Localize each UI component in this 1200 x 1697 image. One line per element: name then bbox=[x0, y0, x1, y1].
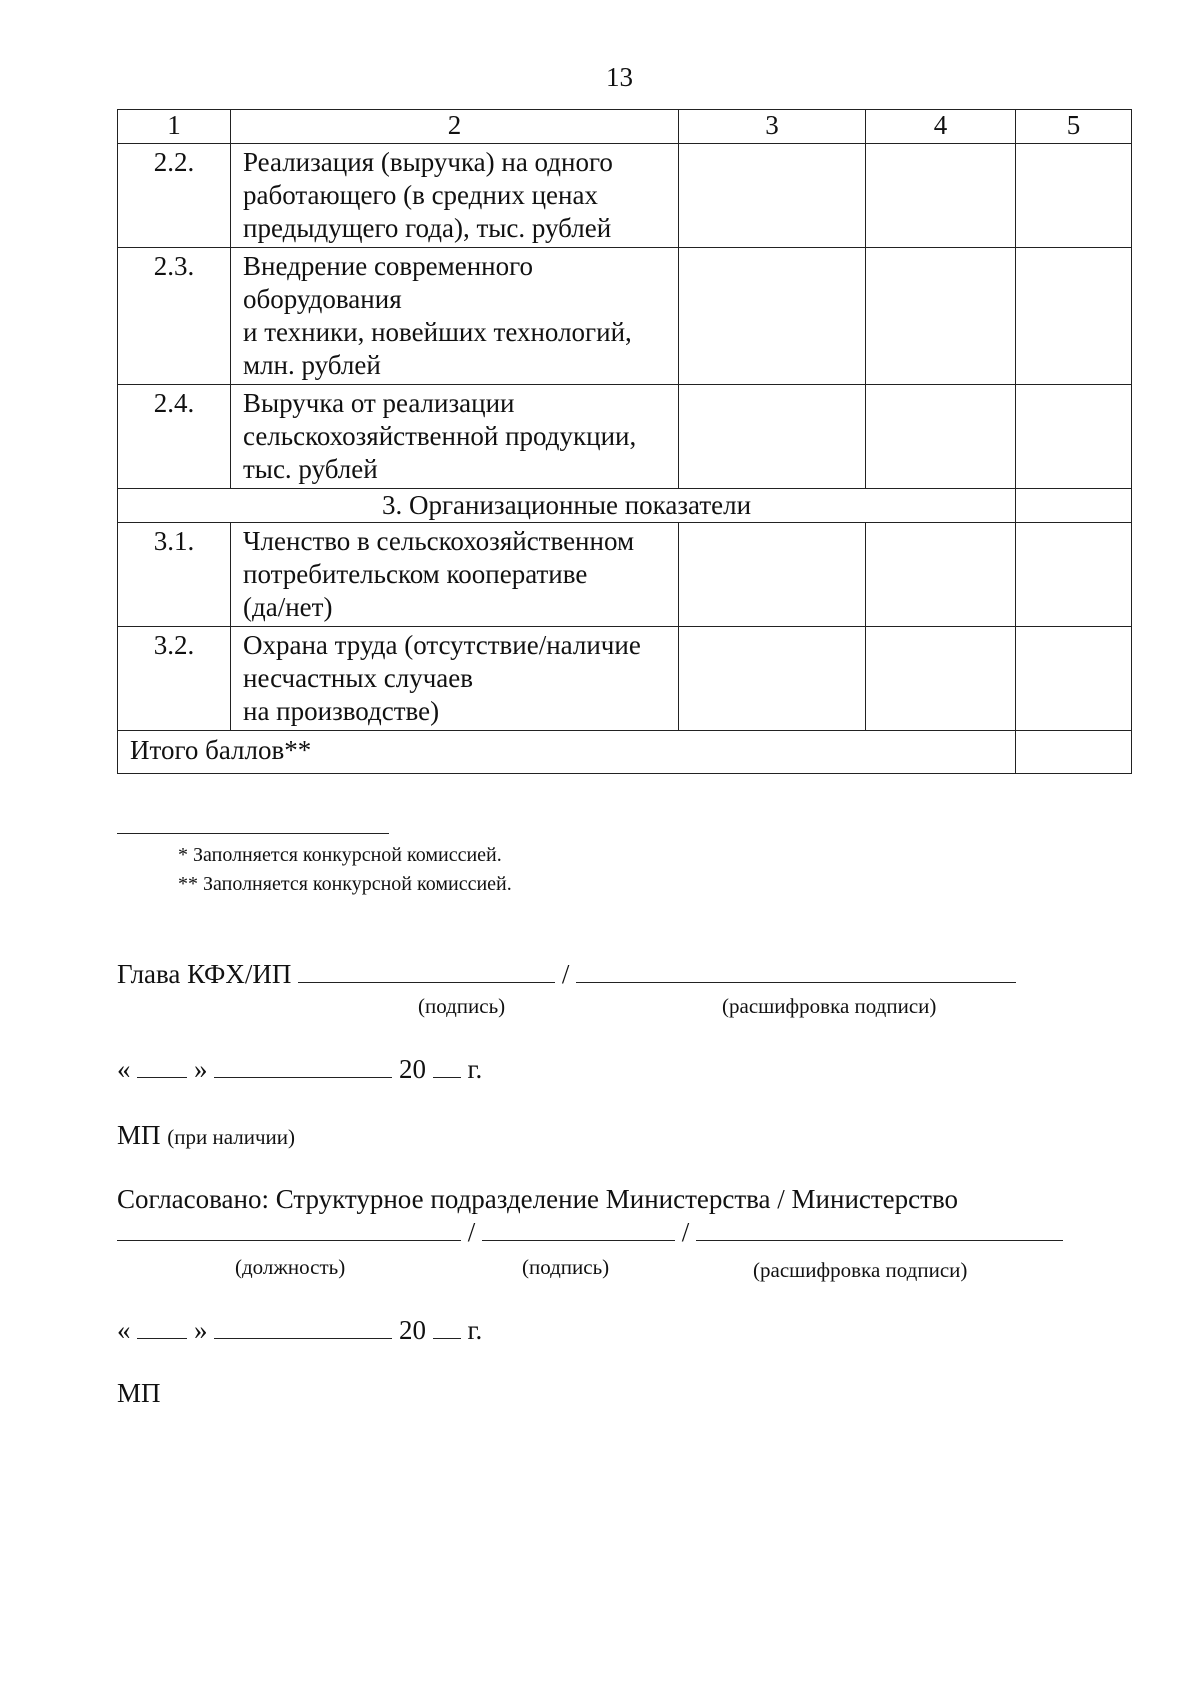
row-number: 2.3. bbox=[118, 248, 231, 385]
section-title: 3. Организационные показатели bbox=[118, 489, 1016, 523]
open-quote: « bbox=[117, 1054, 131, 1084]
decoding-caption: (расшифровка подписи) bbox=[753, 1258, 968, 1282]
signature-caption: (подпись) bbox=[522, 1255, 610, 1279]
signature-decoding-field[interactable] bbox=[696, 1216, 1063, 1241]
indicator-line: сельскохозяйственной продукции, bbox=[243, 421, 637, 451]
indicator-line: млн. рублей bbox=[243, 350, 381, 380]
year-field[interactable] bbox=[433, 1314, 461, 1339]
table-header-row bbox=[118, 110, 1132, 144]
value-cell[interactable] bbox=[679, 248, 866, 385]
footnote: ** Заполняется конкурсной комиссией. bbox=[178, 873, 512, 895]
column-header: 2 bbox=[231, 110, 679, 144]
signature-decoding-field[interactable] bbox=[576, 958, 1016, 983]
indicator-line: (да/нет) bbox=[243, 592, 333, 622]
year-prefix: 20 bbox=[399, 1054, 426, 1084]
value-cell[interactable] bbox=[866, 627, 1016, 731]
month-field[interactable] bbox=[214, 1314, 392, 1339]
indicator-name bbox=[231, 248, 679, 385]
value-cell[interactable] bbox=[866, 523, 1016, 627]
table-row bbox=[118, 627, 1132, 731]
close-quote: » bbox=[194, 1054, 208, 1084]
indicator-name bbox=[231, 144, 679, 248]
year-prefix: 20 bbox=[399, 1315, 426, 1345]
stamp-note: (при наличии) bbox=[167, 1125, 295, 1149]
position-caption: (должность) bbox=[235, 1255, 346, 1279]
indicator-line: Выручка от реализации bbox=[243, 388, 515, 418]
total-row bbox=[118, 731, 1132, 774]
table-row bbox=[118, 385, 1132, 489]
score-cell[interactable] bbox=[1016, 489, 1132, 523]
year-field[interactable] bbox=[433, 1053, 461, 1078]
total-label: Итого баллов** bbox=[118, 731, 1016, 774]
value-cell[interactable] bbox=[866, 144, 1016, 248]
column-header: 3 bbox=[679, 110, 866, 144]
score-cell[interactable] bbox=[1016, 523, 1132, 627]
indicator-name bbox=[231, 523, 679, 627]
stamp-label: МП bbox=[117, 1120, 161, 1150]
value-cell[interactable] bbox=[866, 385, 1016, 489]
row-number: 2.4. bbox=[118, 385, 231, 489]
position-field[interactable] bbox=[117, 1216, 461, 1241]
indicator-line: оборудования bbox=[243, 284, 402, 314]
separator: / bbox=[561, 959, 570, 989]
value-cell[interactable] bbox=[679, 523, 866, 627]
month-field[interactable] bbox=[214, 1053, 392, 1078]
row-number: 3.2. bbox=[118, 627, 231, 731]
column-header: 5 bbox=[1016, 110, 1132, 144]
value-cell[interactable] bbox=[679, 627, 866, 731]
table-row bbox=[118, 144, 1132, 248]
indicator-line: Членство в сельскохозяйственном bbox=[243, 526, 635, 556]
year-suffix: г. bbox=[467, 1054, 483, 1084]
column-header: 4 bbox=[866, 110, 1016, 144]
indicator-line: несчастных случаев bbox=[243, 663, 473, 693]
final-stamp-label: МП bbox=[117, 1378, 161, 1408]
indicator-line: работающего (в средних ценах bbox=[243, 180, 598, 210]
indicator-line: и техники, новейших технологий, bbox=[243, 317, 632, 347]
column-header: 1 bbox=[118, 110, 231, 144]
separator: / bbox=[681, 1217, 690, 1247]
close-quote: » bbox=[194, 1315, 208, 1345]
score-table bbox=[117, 109, 1132, 774]
section-row bbox=[118, 489, 1132, 523]
signature-field[interactable] bbox=[298, 958, 555, 983]
indicator-line: Охрана труда (отсутствие/наличие bbox=[243, 630, 641, 660]
open-quote: « bbox=[117, 1315, 131, 1345]
score-cell[interactable] bbox=[1016, 627, 1132, 731]
score-cell[interactable] bbox=[1016, 248, 1132, 385]
row-number: 2.2. bbox=[118, 144, 231, 248]
footnote: * Заполняется конкурсной комиссией. bbox=[178, 844, 502, 866]
date-line bbox=[117, 1314, 482, 1346]
indicator-name bbox=[231, 627, 679, 731]
value-cell[interactable] bbox=[866, 248, 1016, 385]
indicator-line: тыс. рублей bbox=[243, 454, 378, 484]
indicator-name bbox=[231, 385, 679, 489]
value-cell[interactable] bbox=[679, 144, 866, 248]
day-field[interactable] bbox=[137, 1053, 187, 1078]
value-cell[interactable] bbox=[679, 385, 866, 489]
indicator-line: потребительском кооперативе bbox=[243, 559, 588, 589]
score-cell[interactable] bbox=[1016, 144, 1132, 248]
stamp-line bbox=[117, 1120, 295, 1151]
head-label: Глава КФХ/ИП bbox=[117, 959, 292, 989]
indicator-line: Внедрение современного bbox=[243, 251, 534, 281]
page-number: 13 bbox=[606, 62, 633, 92]
indicator-line: Реализация (выручка) на одного bbox=[243, 147, 613, 177]
signature-field[interactable] bbox=[482, 1216, 675, 1241]
row-number: 3.1. bbox=[118, 523, 231, 627]
agreement-text: Согласовано: Структурное подразделение Министерства / Министерство bbox=[117, 1184, 959, 1214]
separator: / bbox=[467, 1217, 476, 1247]
day-field[interactable] bbox=[137, 1314, 187, 1339]
total-score-cell[interactable] bbox=[1016, 731, 1132, 774]
signature-caption: (подпись) bbox=[418, 994, 506, 1018]
date-line bbox=[117, 1053, 482, 1085]
table-row bbox=[118, 523, 1132, 627]
agreement-signature-line bbox=[117, 1216, 1063, 1248]
year-suffix: г. bbox=[467, 1315, 483, 1345]
decoding-caption: (расшифровка подписи) bbox=[722, 994, 937, 1018]
table-row bbox=[118, 248, 1132, 385]
indicator-line: предыдущего года), тыс. рублей bbox=[243, 213, 612, 243]
indicator-line: на производстве) bbox=[243, 696, 440, 726]
head-signature-line bbox=[117, 958, 1016, 990]
footnote-divider bbox=[117, 833, 389, 834]
score-cell[interactable] bbox=[1016, 385, 1132, 489]
